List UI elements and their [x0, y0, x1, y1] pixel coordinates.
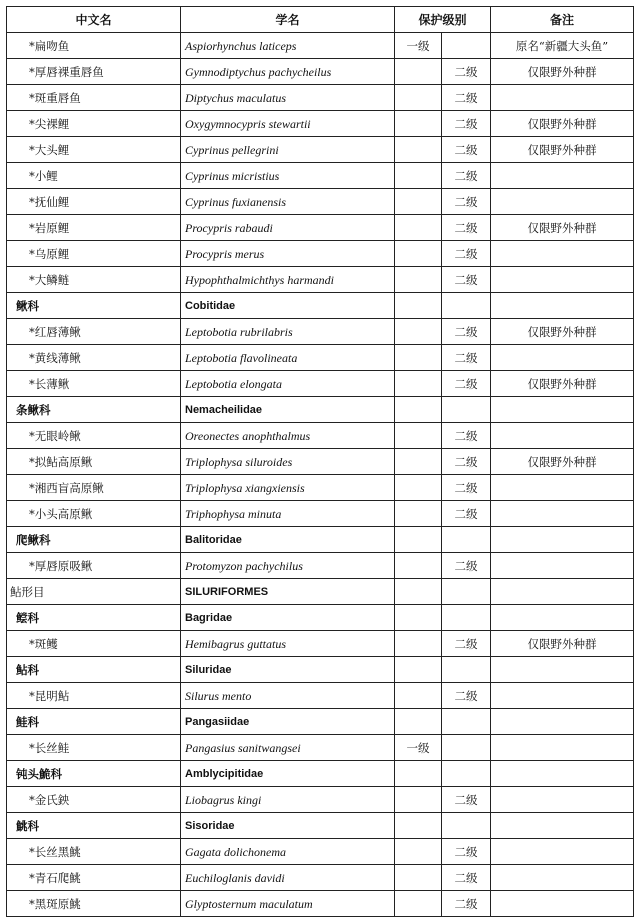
level-one-cell	[395, 215, 442, 241]
chinese-name-cell: *红唇薄鳅	[7, 319, 181, 345]
level-two-cell: 二级	[442, 345, 491, 371]
level-one-cell	[395, 761, 442, 787]
level-two-cell	[442, 657, 491, 683]
chinese-name-cell: *拟鲇高原鳅	[7, 449, 181, 475]
remarks-cell	[491, 527, 634, 553]
level-two-cell: 二级	[442, 553, 491, 579]
level-one-cell	[395, 865, 442, 891]
remarks-cell: 仅限野外种群	[491, 215, 634, 241]
remarks-cell	[491, 579, 634, 605]
scientific-name-cell: Euchiloglanis davidi	[181, 865, 395, 891]
scientific-name-cell: Siluridae	[181, 657, 395, 683]
scientific-name-cell: Diptychus maculatus	[181, 85, 395, 111]
remarks-cell: 仅限野外种群	[491, 631, 634, 657]
scientific-name-cell: Liobagrus kingi	[181, 787, 395, 813]
remarks-cell: 仅限野外种群	[491, 319, 634, 345]
scientific-name-cell: Pangasius sanitwangsei	[181, 735, 395, 761]
scientific-name-cell: Bagridae	[181, 605, 395, 631]
level-one-cell	[395, 293, 442, 319]
chinese-name-cell: 鳅科	[7, 293, 181, 319]
level-one-cell	[395, 891, 442, 917]
table-row	[7, 423, 634, 449]
header-protection-level: 保护级别	[395, 7, 491, 33]
level-one-cell	[395, 813, 442, 839]
table-row	[7, 631, 634, 657]
scientific-name-cell: Oxygymnocypris stewartii	[181, 111, 395, 137]
table-row	[7, 267, 634, 293]
level-two-cell	[442, 579, 491, 605]
chinese-name-cell: *长薄鳅	[7, 371, 181, 397]
scientific-name-cell: Leptobotia elongata	[181, 371, 395, 397]
scientific-name-cell: Cyprinus micristius	[181, 163, 395, 189]
level-two-cell: 二级	[442, 501, 491, 527]
level-one-cell	[395, 345, 442, 371]
remarks-cell: 仅限野外种群	[491, 137, 634, 163]
table-row	[7, 397, 634, 423]
chinese-name-cell: *大鳞鲢	[7, 267, 181, 293]
chinese-name-cell: *大头鲤	[7, 137, 181, 163]
level-two-cell	[442, 293, 491, 319]
level-one-cell	[395, 423, 442, 449]
chinese-name-cell: *金氏鉠	[7, 787, 181, 813]
chinese-name-cell: *扁吻鱼	[7, 33, 181, 59]
table-row	[7, 215, 634, 241]
chinese-name-cell: *黑斑原鮡	[7, 891, 181, 917]
level-one-cell	[395, 839, 442, 865]
remarks-cell	[491, 787, 634, 813]
table-row	[7, 787, 634, 813]
scientific-name-cell: Triphophysa minuta	[181, 501, 395, 527]
table-row	[7, 85, 634, 111]
chinese-name-cell: *抚仙鲤	[7, 189, 181, 215]
chinese-name-cell: *湘西盲高原鳅	[7, 475, 181, 501]
remarks-cell	[491, 163, 634, 189]
level-one-cell	[395, 475, 442, 501]
chinese-name-cell: *斑重唇鱼	[7, 85, 181, 111]
chinese-name-cell: *青石爬鮡	[7, 865, 181, 891]
chinese-name-cell: 爬鳅科	[7, 527, 181, 553]
protected-species-table	[6, 6, 634, 917]
remarks-cell: 仅限野外种群	[491, 371, 634, 397]
table-row	[7, 605, 634, 631]
level-one-cell: 一级	[395, 33, 442, 59]
level-one-cell	[395, 137, 442, 163]
remarks-cell	[491, 189, 634, 215]
level-one-cell	[395, 163, 442, 189]
chinese-name-cell: *长丝黑鮡	[7, 839, 181, 865]
scientific-name-cell: Nemacheilidae	[181, 397, 395, 423]
chinese-name-cell: *小头高原鳅	[7, 501, 181, 527]
level-one-cell: 一级	[395, 735, 442, 761]
scientific-name-cell: Cyprinus pellegrini	[181, 137, 395, 163]
level-two-cell: 二级	[442, 449, 491, 475]
remarks-cell	[491, 865, 634, 891]
remarks-cell	[491, 891, 634, 917]
level-two-cell: 二级	[442, 839, 491, 865]
level-two-cell	[442, 761, 491, 787]
remarks-cell	[491, 397, 634, 423]
chinese-name-cell: 鲇形目	[7, 579, 181, 605]
level-two-cell	[442, 397, 491, 423]
level-one-cell	[395, 371, 442, 397]
remarks-cell	[491, 735, 634, 761]
header-row	[7, 7, 634, 33]
remarks-cell	[491, 761, 634, 787]
scientific-name-cell: Amblycipitidae	[181, 761, 395, 787]
scientific-name-cell: Hemibagrus guttatus	[181, 631, 395, 657]
scientific-name-cell: Leptobotia rubrilabris	[181, 319, 395, 345]
remarks-cell: 仅限野外种群	[491, 111, 634, 137]
chinese-name-cell: 钝头鮠科	[7, 761, 181, 787]
level-two-cell: 二级	[442, 267, 491, 293]
chinese-name-cell: *尖裸鲤	[7, 111, 181, 137]
table-row	[7, 527, 634, 553]
header-remarks: 备注	[491, 7, 634, 33]
table-row	[7, 293, 634, 319]
chinese-name-cell: *厚唇原吸鳅	[7, 553, 181, 579]
remarks-cell	[491, 709, 634, 735]
level-two-cell: 二级	[442, 319, 491, 345]
table-row	[7, 761, 634, 787]
table-row	[7, 865, 634, 891]
level-two-cell: 二级	[442, 423, 491, 449]
level-two-cell: 二级	[442, 189, 491, 215]
level-two-cell: 二级	[442, 371, 491, 397]
level-two-cell: 二级	[442, 865, 491, 891]
remarks-cell	[491, 293, 634, 319]
level-two-cell: 二级	[442, 59, 491, 85]
remarks-cell: 仅限野外种群	[491, 449, 634, 475]
remarks-cell	[491, 475, 634, 501]
level-two-cell	[442, 709, 491, 735]
level-one-cell	[395, 397, 442, 423]
scientific-name-cell: Gymnodiptychus pachycheilus	[181, 59, 395, 85]
header-scientific-name: 学名	[181, 7, 395, 33]
chinese-name-cell: 鲑科	[7, 709, 181, 735]
chinese-name-cell: 鮡科	[7, 813, 181, 839]
remarks-cell	[491, 553, 634, 579]
level-two-cell	[442, 735, 491, 761]
table-row	[7, 579, 634, 605]
scientific-name-cell: Procypris rabaudi	[181, 215, 395, 241]
level-one-cell	[395, 527, 442, 553]
table-row	[7, 33, 634, 59]
level-two-cell: 二级	[442, 215, 491, 241]
scientific-name-cell: Balitoridae	[181, 527, 395, 553]
level-one-cell	[395, 449, 442, 475]
table-row	[7, 891, 634, 917]
remarks-cell	[491, 423, 634, 449]
remarks-cell	[491, 85, 634, 111]
remarks-cell	[491, 345, 634, 371]
table-row	[7, 189, 634, 215]
remarks-cell	[491, 683, 634, 709]
table-row	[7, 59, 634, 85]
level-one-cell	[395, 683, 442, 709]
table-row	[7, 241, 634, 267]
level-two-cell	[442, 33, 491, 59]
level-one-cell	[395, 657, 442, 683]
remarks-cell	[491, 657, 634, 683]
level-one-cell	[395, 189, 442, 215]
chinese-name-cell: *乌原鲤	[7, 241, 181, 267]
header-chinese-name: 中文名	[7, 7, 181, 33]
table-row	[7, 449, 634, 475]
level-one-cell	[395, 319, 442, 345]
level-two-cell: 二级	[442, 631, 491, 657]
chinese-name-cell: 鲇科	[7, 657, 181, 683]
level-one-cell	[395, 709, 442, 735]
level-one-cell	[395, 59, 442, 85]
level-two-cell: 二级	[442, 683, 491, 709]
scientific-name-cell: Procypris merus	[181, 241, 395, 267]
remarks-cell	[491, 241, 634, 267]
scientific-name-cell: Triplophysa siluroides	[181, 449, 395, 475]
level-two-cell	[442, 813, 491, 839]
remarks-cell	[491, 813, 634, 839]
chinese-name-cell: *岩原鲤	[7, 215, 181, 241]
scientific-name-cell: Sisoridae	[181, 813, 395, 839]
scientific-name-cell: Hypophthalmichthys harmandi	[181, 267, 395, 293]
scientific-name-cell: Leptobotia flavolineata	[181, 345, 395, 371]
level-one-cell	[395, 241, 442, 267]
level-two-cell	[442, 605, 491, 631]
chinese-name-cell: *长丝鲑	[7, 735, 181, 761]
table-row	[7, 163, 634, 189]
table-row	[7, 553, 634, 579]
chinese-name-cell: *昆明鲇	[7, 683, 181, 709]
table-row	[7, 735, 634, 761]
table-row	[7, 501, 634, 527]
level-one-cell	[395, 85, 442, 111]
scientific-name-cell: Triplophysa xiangxiensis	[181, 475, 395, 501]
level-two-cell: 二级	[442, 85, 491, 111]
level-one-cell	[395, 605, 442, 631]
chinese-name-cell: *厚唇裸重唇鱼	[7, 59, 181, 85]
table-row	[7, 319, 634, 345]
table-row	[7, 475, 634, 501]
level-one-cell	[395, 111, 442, 137]
scientific-name-cell: Protomyzon pachychilus	[181, 553, 395, 579]
table-row	[7, 111, 634, 137]
chinese-name-cell: *小鲤	[7, 163, 181, 189]
table-row	[7, 709, 634, 735]
chinese-name-cell: *斑鳠	[7, 631, 181, 657]
level-one-cell	[395, 787, 442, 813]
level-one-cell	[395, 553, 442, 579]
chinese-name-cell: 条鳅科	[7, 397, 181, 423]
level-two-cell: 二级	[442, 111, 491, 137]
scientific-name-cell: Glyptosternum maculatum	[181, 891, 395, 917]
level-one-cell	[395, 579, 442, 605]
level-two-cell: 二级	[442, 891, 491, 917]
level-one-cell	[395, 501, 442, 527]
remarks-cell	[491, 501, 634, 527]
scientific-name-cell: Aspiorhynchus laticeps	[181, 33, 395, 59]
table-row	[7, 683, 634, 709]
scientific-name-cell: Cyprinus fuxianensis	[181, 189, 395, 215]
table-row	[7, 657, 634, 683]
chinese-name-cell: *黄线薄鳅	[7, 345, 181, 371]
remarks-cell: 仅限野外种群	[491, 59, 634, 85]
level-one-cell	[395, 631, 442, 657]
level-two-cell: 二级	[442, 787, 491, 813]
scientific-name-cell: Oreonectes anophthalmus	[181, 423, 395, 449]
scientific-name-cell: Pangasiidae	[181, 709, 395, 735]
level-two-cell: 二级	[442, 137, 491, 163]
table-row	[7, 839, 634, 865]
chinese-name-cell: *无眼岭鳅	[7, 423, 181, 449]
table-row	[7, 371, 634, 397]
scientific-name-cell: Gagata dolichonema	[181, 839, 395, 865]
remarks-cell	[491, 267, 634, 293]
table-body	[7, 33, 634, 917]
table-row	[7, 345, 634, 371]
level-two-cell: 二级	[442, 241, 491, 267]
level-two-cell: 二级	[442, 475, 491, 501]
scientific-name-cell: Silurus mento	[181, 683, 395, 709]
scientific-name-cell: SILURIFORMES	[181, 579, 395, 605]
table-row	[7, 813, 634, 839]
level-two-cell	[442, 527, 491, 553]
remarks-cell	[491, 605, 634, 631]
chinese-name-cell: 鲿科	[7, 605, 181, 631]
scientific-name-cell: Cobitidae	[181, 293, 395, 319]
level-two-cell: 二级	[442, 163, 491, 189]
table-row	[7, 137, 634, 163]
remarks-cell: 原名“新疆大头鱼”	[491, 33, 634, 59]
remarks-cell	[491, 839, 634, 865]
level-one-cell	[395, 267, 442, 293]
